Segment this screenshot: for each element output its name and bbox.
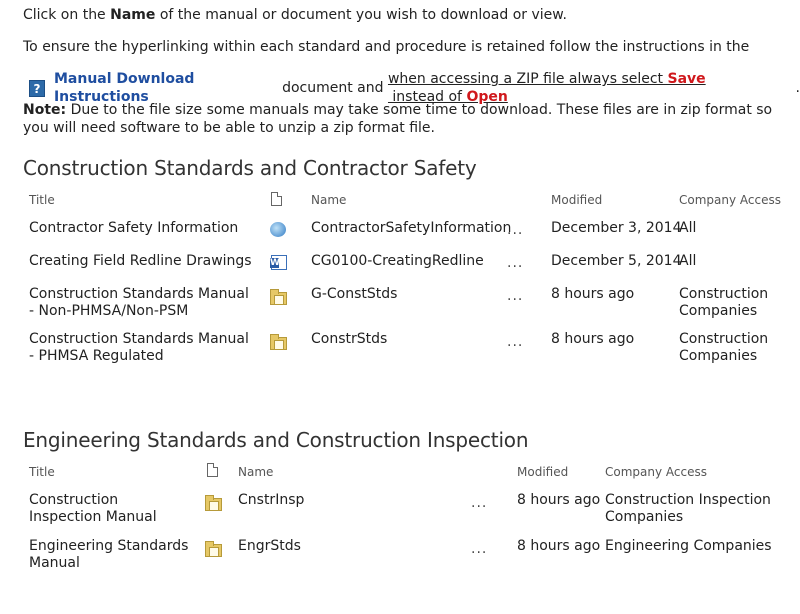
- ie-icon: [270, 222, 286, 237]
- list-item-title: Construction Inspection Manual: [29, 492, 157, 525]
- help-doc-icon[interactable]: ?: [29, 80, 45, 97]
- section-heading-engineering: Engineering Standards and Construction Inspection: [23, 428, 529, 452]
- list-item-title: Construction Standards Manual - PHMSA Regulated: [29, 331, 249, 364]
- item-menu-ellipsis[interactable]: ...: [507, 288, 524, 304]
- folder-icon: [270, 292, 287, 305]
- list-item-modified: 8 hours ago: [517, 538, 601, 554]
- intro-text: of the manual or document you wish to download or view.: [155, 7, 567, 23]
- list-item-modified: December 3, 2014: [551, 220, 682, 236]
- list-item-name-link[interactable]: ContractorSafetyInformation: [311, 220, 512, 236]
- list-item-name-link[interactable]: EngrStds: [238, 538, 301, 554]
- column-header-company-access[interactable]: Company Access: [679, 193, 781, 207]
- zip-instruction-text: when accessing a ZIP file always select Save instead of Open: [387, 71, 706, 105]
- file-type-header-icon[interactable]: [207, 463, 218, 477]
- column-header-name[interactable]: Name: [238, 465, 274, 479]
- word-icon: [271, 255, 287, 270]
- column-header-modified[interactable]: Modified: [517, 465, 569, 479]
- intro-line-1: [23, 6, 567, 24]
- file-type-header-icon[interactable]: [271, 192, 282, 206]
- item-menu-ellipsis[interactable]: ...: [507, 255, 524, 271]
- open-keyword: Open: [466, 89, 508, 105]
- list-item-title: Engineering Standards Manual: [29, 538, 189, 571]
- item-menu-ellipsis[interactable]: ...: [471, 541, 488, 557]
- list-item-access: All: [679, 253, 697, 269]
- list-item-modified: 8 hours ago: [517, 492, 601, 508]
- column-header-company-access[interactable]: Company Access: [605, 465, 707, 479]
- list-item-access: Construction Companies: [679, 286, 769, 319]
- column-header-title[interactable]: Title: [29, 193, 55, 207]
- section-heading-construction: Construction Standards and Contractor Safety: [23, 156, 477, 180]
- intro-line-2: To ensure the hyperlinking within each standard and procedure is retained follow the instructions in the: [23, 39, 750, 55]
- column-header-name[interactable]: Name: [311, 193, 347, 207]
- folder-icon: [205, 498, 222, 511]
- list-item-title: Creating Field Redline Drawings: [29, 253, 252, 269]
- item-menu-ellipsis[interactable]: ...: [507, 222, 524, 238]
- intro-line-3: ? Manual Download Instructions document and when accessing a ZIP file always select Save instead of Open .: [29, 70, 800, 106]
- column-header-modified[interactable]: Modified: [551, 193, 603, 207]
- list-item-name-link[interactable]: G-ConstStds: [311, 286, 398, 302]
- list-item-modified: 8 hours ago: [551, 331, 635, 347]
- list-item-access: Engineering Companies: [605, 538, 772, 554]
- item-menu-ellipsis[interactable]: ...: [507, 334, 524, 350]
- intro-name-bold: Name: [110, 7, 156, 23]
- folder-icon: [270, 337, 287, 350]
- list-item-modified: December 5, 2014: [551, 253, 682, 269]
- list-item-name-link[interactable]: ConstrStds: [311, 331, 388, 347]
- note-text: Due to the file size some manuals may take some time to download. These files are in zip format so you will need software to be able to unzip a zip format file.: [23, 102, 773, 136]
- save-keyword: Save: [667, 71, 706, 87]
- list-item-title: Contractor Safety Information: [29, 220, 239, 236]
- intro-text: document and: [277, 80, 388, 96]
- manual-download-instructions-link[interactable]: Manual Download Instructions: [53, 71, 195, 105]
- list-item-access: All: [679, 220, 697, 236]
- list-item-name-link[interactable]: CnstrInsp: [238, 492, 305, 508]
- note-paragraph: [23, 101, 783, 137]
- note-label: Note:: [23, 102, 67, 118]
- item-menu-ellipsis[interactable]: ...: [471, 495, 488, 511]
- list-item-access: Construction Inspection Companies: [605, 492, 771, 525]
- intro-text: Click on the: [23, 7, 111, 23]
- list-item-title: Construction Standards Manual - Non-PHMSA/Non-PSM: [29, 286, 249, 319]
- list-item-name-link[interactable]: CG0100-CreatingRedline: [311, 253, 484, 269]
- folder-icon: [205, 544, 222, 557]
- column-header-title[interactable]: Title: [29, 465, 55, 479]
- list-item-modified: 8 hours ago: [551, 286, 635, 302]
- list-item-access: Construction Companies: [679, 331, 769, 364]
